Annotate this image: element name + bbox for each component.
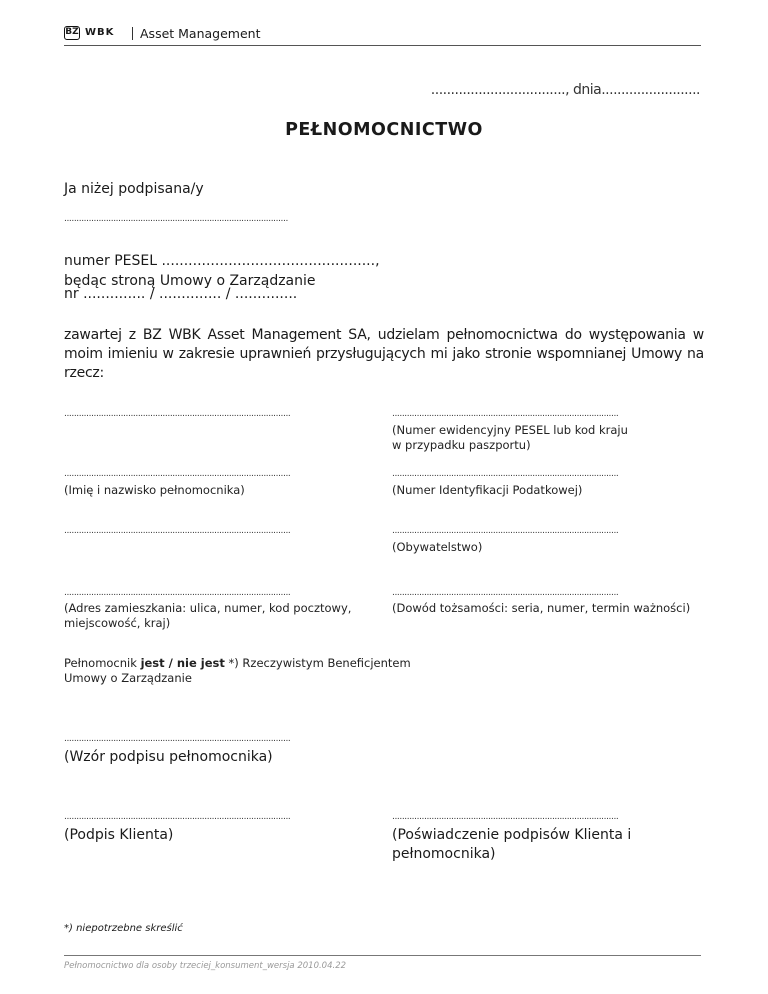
footer-text: Pełnomocnictwo dla osoby trzeciej_konsument_wersja 2010.04.22 <box>64 961 347 971</box>
bank-logo-word: WBK <box>85 27 115 38</box>
agent-name-line-2[interactable]: ............................................................................................ <box>64 469 291 479</box>
beneficiary-statement-line2: Umowy o Zarządzanie <box>64 671 192 685</box>
party-text: będąc stroną Umowy o Zarządzanie <box>64 273 316 289</box>
principal-name-field[interactable]: ........................................................................................... <box>64 214 288 224</box>
footnote: *) niepotrzebne skreślić <box>64 923 183 934</box>
pesel-line[interactable]: numer PESEL ................................................, <box>64 253 380 269</box>
beneficiary-statement: Pełnomocnik jest / nie jest *) Rzeczywistym Beneficjentem <box>64 656 411 670</box>
address-label: (Adres zamieszkania: ulica, numer, kod pocztowy, miejscowość, kraj) <box>64 601 352 630</box>
header-separator <box>132 27 133 40</box>
citizenship-label: (Obywatelstwo) <box>392 540 483 554</box>
beneficiary-choice[interactable]: jest / nie jest <box>140 656 225 670</box>
specimen-signature-label: (Wzór podpisu pełnomocnika) <box>64 749 273 765</box>
id-document-line[interactable]: ............................................................................................ <box>392 588 619 598</box>
address-line[interactable]: ............................................................................................ <box>64 588 291 598</box>
footer-rule <box>64 955 701 956</box>
certification-line[interactable]: ............................................................................................ <box>392 812 619 822</box>
specimen-signature-line[interactable]: ............................................................................................ <box>64 734 291 744</box>
certification-label: (Poświadczenie podpisów Klienta i pełnomocnika) <box>392 827 632 862</box>
authorization-paragraph: zawartej z BZ WBK Asset Management SA, udzielam pełnomocnictwa do występowania w moim imieniu w zakresie uprawnień przysługujących mi jako stronie wspomnianej Umowy na rzecz: <box>64 327 704 381</box>
nip-label: (Numer Identyfikacji Podatkowej) <box>392 483 583 497</box>
name-label: (Imię i nazwisko pełnomocnika) <box>64 483 245 497</box>
id-document-label: (Dowód tożsamości: seria, numer, termin ważności) <box>392 601 691 615</box>
document-title: PEŁNOMOCNICTWO <box>285 120 483 140</box>
client-signature-label: (Podpis Klienta) <box>64 827 174 843</box>
bank-logo-mark: BZ <box>64 26 80 40</box>
agent-pesel-line[interactable]: ............................................................................................ <box>392 409 619 419</box>
citizenship-line[interactable]: ............................................................................................ <box>392 526 619 536</box>
intro-text: Ja niżej podpisana/y <box>64 181 204 197</box>
agent-name-line[interactable]: ............................................................................................ <box>64 409 291 419</box>
agreement-number-field[interactable]: nr .............. / .............. / .............. <box>64 286 298 302</box>
extra-line[interactable]: ............................................................................................ <box>64 526 291 536</box>
nip-line[interactable]: ............................................................................................ <box>392 469 619 479</box>
pesel-label: (Numer ewidencyjny PESEL lub kod kraju w przypadku paszportu) <box>392 423 628 452</box>
place-date-field[interactable]: .................................., dnia......................... <box>430 82 700 98</box>
header-rule <box>64 45 701 46</box>
client-signature-line[interactable]: ............................................................................................ <box>64 812 291 822</box>
header-title: Asset Management <box>140 26 261 41</box>
